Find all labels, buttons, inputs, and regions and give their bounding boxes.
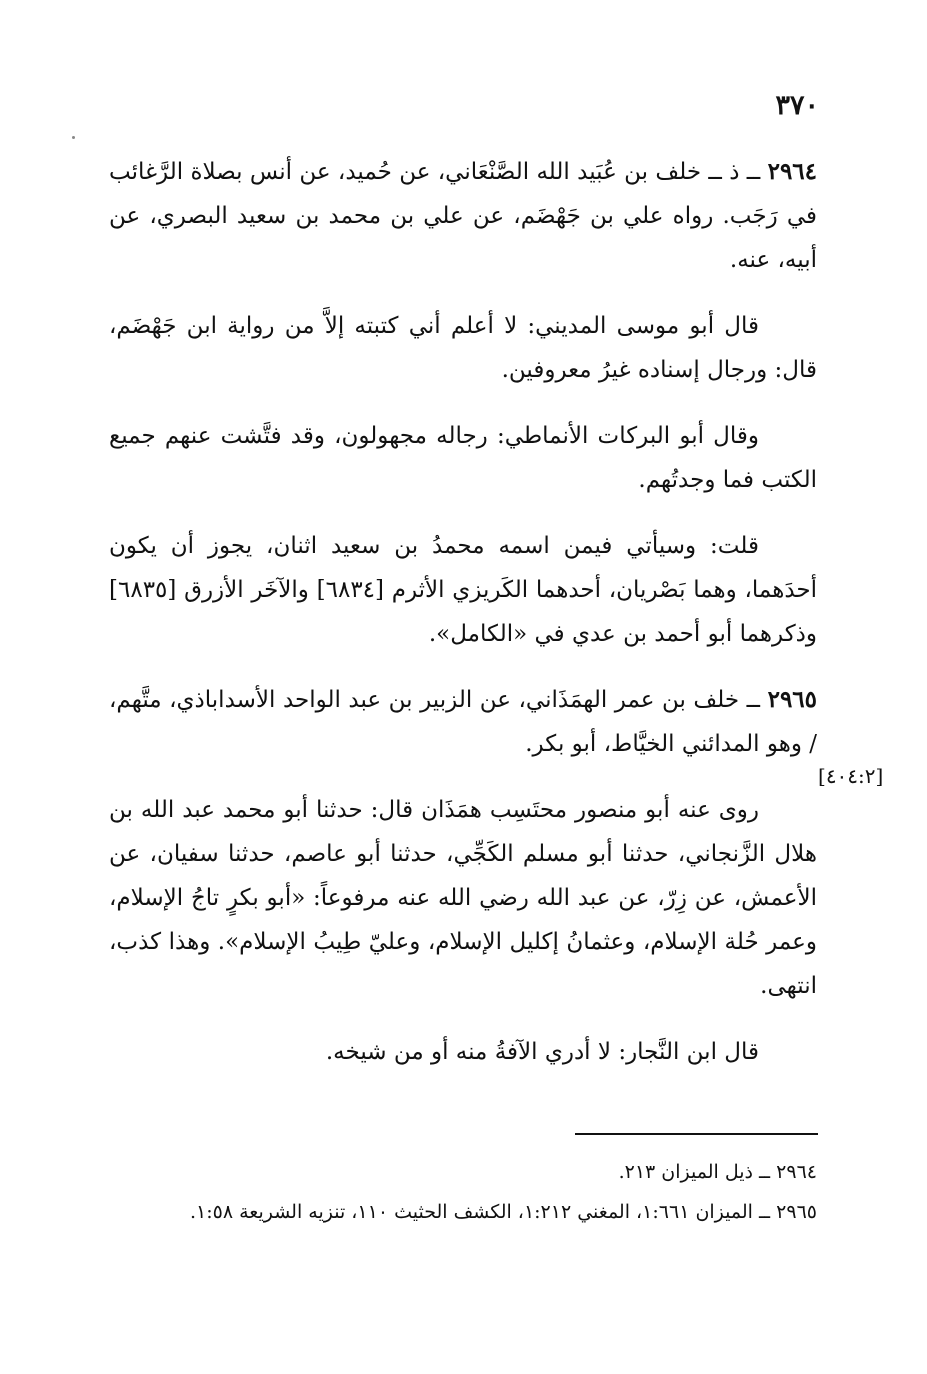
paragraph-ibn-najjar: قال ابن النَّجار: لا أدري الآفةُ منه أو من شيخه. [325, 1039, 759, 1065]
footnote-2964: ٢٩٦٤ ــ ذيل الميزان ٢١٣. [618, 1161, 817, 1183]
entry-text: ــ ذ ــ خلف بن عُبَيد الله الصَّنْعَاني، عن حُميد، عن أنس بصلاة الرَّغائب في رَجَب. رواه علي بن جَهْضَم، عن علي بن محمد بن سعيد البصري، عن أبيه، عنه. [109, 159, 817, 273]
entry-text: ــ خلف بن عمر الهمَذَاني، عن الزبير بن عبد الواحد الأسداباذي، متَّهم، / وهو المدائني الخيَّاط، أبو بكر. [109, 687, 817, 757]
entry-number: ٢٩٦٤ [767, 158, 818, 185]
entry-2964 [109, 150, 817, 282]
margin-speck [72, 136, 75, 139]
paragraph-qultu: قلت: وسيأتي فيمن اسمه محمدُ بن سعيد اثنان، يجوز أن يكون أحدَهما، وهما بَصْريان، أحدهما الكَريزي الأثرم [٦٨٣٤] والآخَر الأزرق [٦٨٣٥] وذكرهما أبو أحمد بن عدي في «الكامل». [109, 533, 818, 647]
page-number: ٣٧٠ [775, 90, 819, 121]
paragraph-anmati: وقال أبو البركات الأنماطي: رجاله مجهولون، وقد فتَّشت عنهم جميع الكتب فما وجدتُهم. [109, 423, 817, 493]
entry-number: ٢٩٦٥ [767, 686, 818, 713]
paragraph-riwaya: روى عنه أبو منصور محتَسِب همَذَان قال: حدثنا أبو محمد عبد الله بن هلال الزَّنجاني، حدثنا أبو مسلم الكَجِّي، حدثنا أبو عاصم، حدثنا سفيان، عن الأعمش، عن زِرّ، عن عبد الله رضي الله عنه مرفوعاً: «أبو بكرٍ تاجُ الإسلام، وعمر حُلة الإسلام، وعثمانُ إكليل الإسلام، وعليّ طِيبُ الإسلام». وهذا كذب، انتهى. [109, 797, 817, 999]
paragraph-madini: قال أبو موسى المديني: لا أعلم أني كتبته إلاَّ من رواية ابن جَهْضَم، قال: ورجال إسناده غيرُ معروفين. [109, 313, 817, 383]
footnote-divider [575, 1133, 818, 1135]
footnote-2965: ٢٩٦٥ ــ الميزان ١:٦٦١، المغني ١:٢١٢، الكشف الحثيث ١١٠، تنزيه الشريعة ١:٥٨. [189, 1201, 817, 1223]
entry-2965 [109, 678, 817, 766]
footnotes [109, 1152, 817, 1232]
volume-page-reference: [٤٠٤:٢] [818, 764, 884, 788]
main-text [109, 150, 817, 1096]
